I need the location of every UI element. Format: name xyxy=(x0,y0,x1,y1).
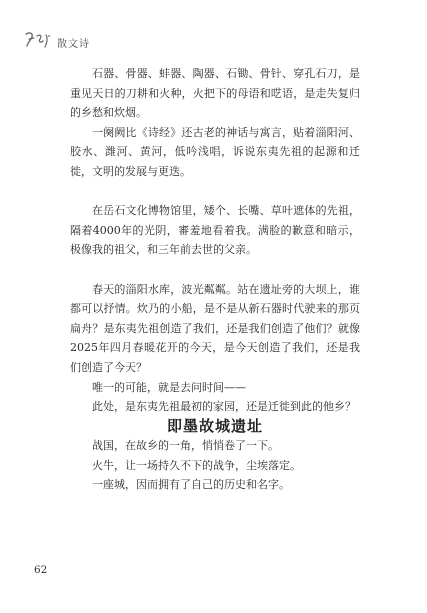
page-number: 62 xyxy=(34,564,48,576)
paragraph: 在岳石文化博物馆里，矮个、长嘴、草叶遮体的先祖，隔着4000年的光阴，審羞地看着我。满脸的歉意和暗示，极像我的祖父，和三年前去世的父亲。 xyxy=(70,204,360,257)
paragraph: 一阕阙比《诗经》还古老的神话与寓言，贴着淄阳河、胶水、潍河、黄河，低吟浅唱，诉说东夷先祖的起源和迁徙，文明的发展与更迭。 xyxy=(70,125,360,178)
section-name: 散文诗 xyxy=(57,39,90,50)
paragraph: 石器、骨器、蚌器、陶器、石锄、骨针、穿孔石刀，是重见天日的刀耕和火种，火把下的母语和呓语，是走失复归的乡愁和炊烟。 xyxy=(70,67,360,120)
poem-line: 战国，在故乡的一角，悄悄卷了一下。 xyxy=(92,439,279,453)
paragraph: 唯一的可能，就是去问时间—— xyxy=(92,380,246,394)
section-title: 即墨故城遗址 xyxy=(166,416,263,435)
article-body xyxy=(70,64,360,495)
poem-line: 火牛，让一场持久不下的战争，尘埃落定。 xyxy=(92,458,301,472)
paragraph: 此处，是东夷先祖最初的家园，还是迁徙到此的他乡？ xyxy=(92,400,356,414)
calligraphy-logo-icon xyxy=(24,30,54,50)
poem-line: 一座城，因而拥有了自己的历史和名字。 xyxy=(92,478,290,492)
running-header xyxy=(24,30,90,50)
paragraph: 春天的淄阳水库，波光粼粼。站在遗址旁的大坝上，谁都可以抒情。炊乃的小船，是不是从新石器时代驶来的那页扁舟？是东夷先祖创造了我们，还是我们创造了他们？就像2025年四月春暖花开的今天，是今天创造了我们，还是我们创造了今天？ xyxy=(70,282,360,374)
